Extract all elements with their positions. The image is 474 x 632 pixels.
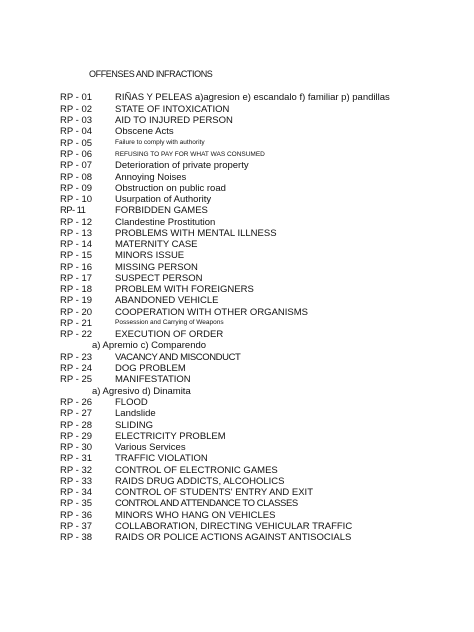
code-rp-34: RP - 34 <box>60 487 93 498</box>
code-rp-12: RP - 12 <box>60 216 93 228</box>
desc-rp-16: MISSING PERSON <box>115 261 198 273</box>
desc-rp-37: COLLABORATION, DIRECTING VEHICULAR TRAFFIC <box>115 520 353 532</box>
desc-rp-09: Obstruction on public road <box>115 182 226 194</box>
desc-rp-23: VACANCY AND MISCONDUCT <box>115 351 241 363</box>
desc-rp-06: REFUSING TO PAY FOR WHAT WAS CONSUMED <box>115 150 265 158</box>
code-rp-03: RP - 03 <box>60 115 93 126</box>
code-rp-38: RP - 38 <box>60 532 93 543</box>
code-rp-05: RP - 05 <box>60 137 93 149</box>
code-rp-36: RP - 36 <box>60 509 93 521</box>
desc-rp-30: Various Services <box>115 442 186 453</box>
desc-rp-18: PROBLEM WITH FOREIGNERS <box>115 284 254 295</box>
desc-rp-15: MINORS ISSUE <box>115 250 185 261</box>
code-rp-21: RP - 21 <box>60 317 93 329</box>
desc-rp-38: RAIDS OR POLICE ACTIONS AGAINST ANTISOCIALS <box>115 532 352 543</box>
code-rp-17: RP - 17 <box>60 272 93 284</box>
code-rp-19: RP - 19 <box>60 295 93 306</box>
code-rp-25: RP - 25 <box>60 374 93 385</box>
desc-rp-13: PROBLEMS WITH MENTAL ILLNESS <box>115 227 277 239</box>
code-rp-06: RP - 06 <box>60 149 93 160</box>
code-rp-29: RP - 29 <box>60 430 93 442</box>
desc-rp-12: Clandestine Prostitution <box>115 216 216 228</box>
desc-rp-20: COOPERATION WITH OTHER ORGANISMS <box>115 306 308 318</box>
code-rp-02: RP - 02 <box>60 103 93 115</box>
code-rp-16: RP - 16 <box>60 261 93 273</box>
desc-rp-19: ABANDONED VEHICLE <box>115 295 219 306</box>
desc-rp-34: CONTROL OF STUDENTS' ENTRY AND EXIT <box>115 487 313 498</box>
desc-rp-35: CONTROL AND ATTENDANCE TO CLASSES <box>115 498 298 509</box>
code-rp-15: RP - 15 <box>60 250 93 261</box>
desc-rp-22: EXECUTION OF ORDER <box>115 329 224 340</box>
desc-rp-36: MINORS WHO HANG ON VEHICLES <box>115 509 276 521</box>
code-rp-30: RP - 30 <box>60 442 93 453</box>
desc-rp-24: DOG PROBLEM <box>115 363 186 374</box>
desc-rp-07: Deterioration of private property <box>115 160 249 171</box>
desc-rp-05: Failure to comply with authority <box>115 139 205 146</box>
desc-rp-02: STATE OF INTOXICATION <box>115 103 230 115</box>
desc-rp-14: MATERNITY CASE <box>115 239 198 250</box>
code-rp-32: RP - 32 <box>60 464 93 476</box>
desc-rp-31: TRAFFIC VIOLATION <box>115 453 208 464</box>
desc-rp-32: CONTROL OF ELECTRONIC GAMES <box>115 464 278 476</box>
code-rp-14: RP - 14 <box>60 239 93 250</box>
code-rp-09: RP - 09 <box>60 182 93 194</box>
note-rp-22: a) Apremio c) Comparendo <box>92 340 207 351</box>
desc-rp-10: Usurpation of Authority <box>115 194 212 205</box>
code-rp-01: RP - 01 <box>60 92 93 103</box>
code-rp-27: RP - 27 <box>60 408 93 419</box>
code-rp-07: RP - 07 <box>60 160 93 171</box>
code-rp-31: RP - 31 <box>60 453 93 464</box>
desc-rp-27: Landslide <box>115 408 156 419</box>
code-rp-10: RP - 10 <box>60 194 93 205</box>
code-rp-08: RP - 08 <box>60 171 93 183</box>
desc-rp-26: FLOOD <box>115 397 148 408</box>
desc-rp-29: ELECTRICITY PROBLEM <box>115 430 226 442</box>
code-rp-33: RP - 33 <box>60 475 93 487</box>
desc-rp-03: AID TO INJURED PERSON <box>115 115 233 126</box>
desc-rp-08: Annoying Noises <box>115 171 187 183</box>
code-rp-23: RP - 23 <box>60 351 93 363</box>
code-rp-24: RP - 24 <box>60 363 93 374</box>
desc-rp-25: MANIFESTATION <box>115 374 191 385</box>
desc-rp-28: SLIDING <box>115 419 154 431</box>
desc-rp-01: RIÑAS Y PELEAS a)agresion e) escandalo f) familiar p) pandillas <box>115 92 390 103</box>
desc-rp-04: Obscene Acts <box>115 126 174 137</box>
code-rp-35: RP - 35 <box>60 498 93 509</box>
code-rp-28: RP - 28 <box>60 419 93 431</box>
document-title: OFFENSES AND INFRACTIONS <box>89 69 213 79</box>
code-rp-11: RP- 11 <box>60 205 86 216</box>
desc-rp-11: FORBIDDEN GAMES <box>115 205 208 216</box>
code-rp-18: RP - 18 <box>60 284 93 295</box>
desc-rp-17: SUSPECT PERSON <box>115 272 203 284</box>
code-rp-26: RP - 26 <box>60 397 93 408</box>
desc-rp-21: Possession and Carrying of Weapons <box>115 318 224 326</box>
code-rp-20: RP - 20 <box>60 306 93 318</box>
code-rp-13: RP - 13 <box>60 227 93 239</box>
desc-rp-33: RAIDS DRUG ADDICTS, ALCOHOLICS <box>115 475 285 487</box>
note-rp-25: a) Agresivo d) Dinamita <box>92 385 191 397</box>
code-rp-04: RP - 04 <box>60 126 93 137</box>
code-rp-22: RP - 22 <box>60 329 93 340</box>
code-rp-37: RP - 37 <box>60 520 93 532</box>
